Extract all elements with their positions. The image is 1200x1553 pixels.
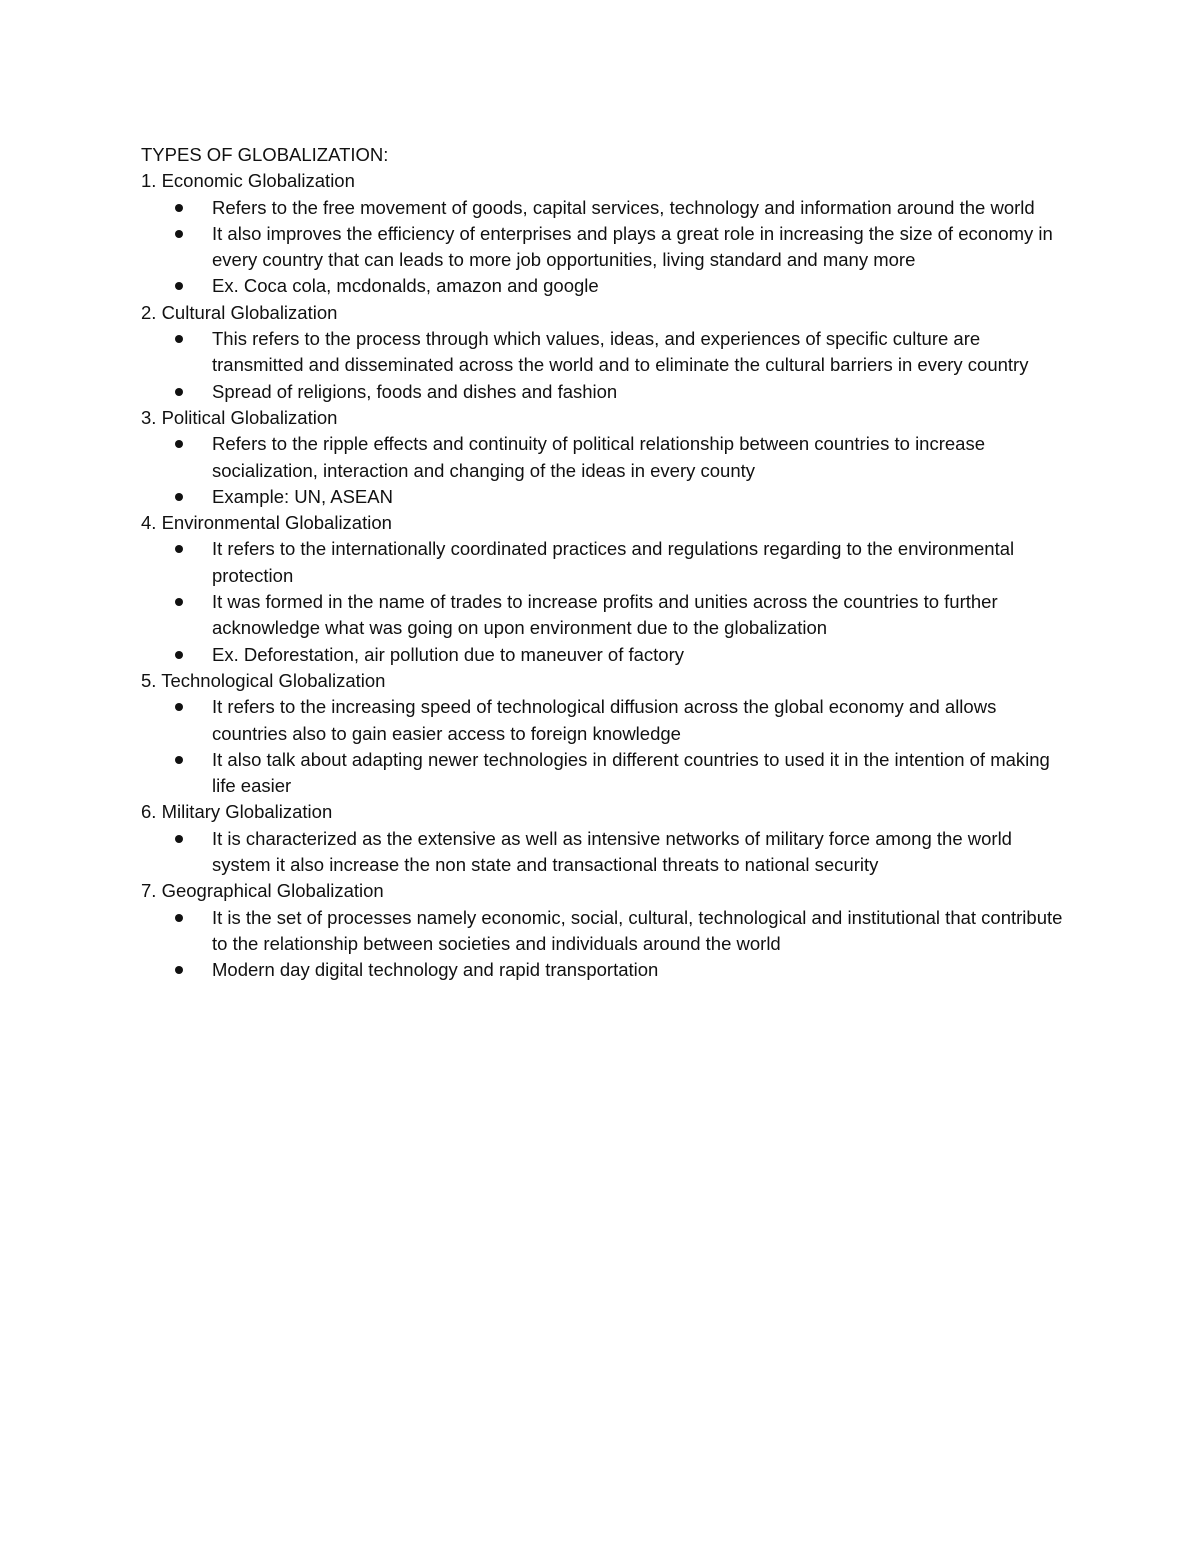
bullet-text: It refers to the internationally coordinated practices and regulations regarding to the environmental protection — [212, 538, 1015, 586]
section-5 — [141, 668, 1066, 799]
bullet-item — [212, 747, 1066, 800]
bullet-dot-icon — [175, 651, 183, 659]
bullet-list — [141, 826, 1066, 879]
bullet-dot-icon — [175, 335, 183, 343]
bullet-item — [212, 484, 1066, 510]
bullet-item — [212, 694, 1066, 747]
bullet-dot-icon — [175, 545, 183, 553]
bullet-item — [212, 326, 1066, 379]
bullet-text: Refers to the ripple effects and continuity of political relationship between countries to increase socialization, interaction and changing of the ideas in every county — [212, 433, 985, 481]
bullet-text: It is the set of processes namely economic, social, cultural, technological and institutional that contribute to the relationship between societies and individuals around the world — [212, 906, 1063, 954]
bullet-text: It also improves the efficiency of enterprises and plays a great role in increasing the size of economy in every country that can leads to more job opportunities, living standard and many more — [212, 222, 1053, 271]
section-heading: 3. Political Globalization — [141, 406, 338, 428]
bullet-dot-icon — [175, 914, 183, 922]
section-6 — [141, 799, 1066, 878]
bullet-list — [141, 195, 1066, 300]
bullet-dot-icon — [175, 703, 183, 711]
section-1 — [141, 168, 1066, 299]
section-heading: 5. Technological Globalization — [141, 669, 386, 691]
bullet-text: This refers to the process through which values, ideas, and experiences of specific culture are transmitted and disseminated across the world and to eliminate the cultural barriers in every country — [212, 328, 1029, 376]
bullet-item — [212, 642, 1066, 668]
bullet-item — [212, 273, 1066, 299]
bullet-dot-icon — [175, 440, 183, 448]
bullet-text: It also talk about adapting newer technologies in different countries to used it in the intention of making life easier — [212, 748, 1050, 797]
bullet-dot-icon — [175, 388, 183, 396]
bullet-list — [141, 431, 1066, 510]
bullet-item — [212, 536, 1066, 589]
document-page — [141, 142, 1066, 984]
bullet-item — [212, 379, 1066, 405]
section-7 — [141, 878, 1066, 983]
section-2 — [141, 300, 1066, 405]
bullet-dot-icon — [175, 230, 183, 238]
bullet-text: Ex. Coca cola, mcdonalds, amazon and google — [212, 275, 599, 297]
section-4 — [141, 510, 1066, 668]
section-heading: 4. Environmental Globalization — [141, 512, 392, 534]
document-title: TYPES OF GLOBALIZATION: — [141, 144, 389, 165]
bullet-item — [212, 905, 1066, 958]
section-heading: 6. Military Globalization — [141, 801, 333, 823]
bullet-item — [212, 589, 1066, 642]
section-heading: 2. Cultural Globalization — [141, 301, 338, 323]
bullet-item — [212, 957, 1066, 983]
bullet-list — [141, 694, 1066, 799]
bullet-text: Refers to the free movement of goods, capital services, technology and information around the world — [212, 196, 1035, 218]
bullet-text: Spread of religions, foods and dishes and fashion — [212, 380, 618, 402]
bullet-text: Example: UN, ASEAN — [212, 485, 393, 507]
bullet-list — [141, 326, 1066, 405]
bullet-item — [212, 826, 1066, 879]
section-heading: 7. Geographical Globalization — [141, 880, 384, 902]
bullet-text: It is characterized as the extensive as well as intensive networks of military force among the world system it also increase the non state and transactional threats to national security — [212, 827, 1012, 876]
bullet-text: Modern day digital technology and rapid transportation — [212, 959, 659, 981]
bullet-dot-icon — [175, 835, 183, 843]
bullet-dot-icon — [175, 598, 183, 606]
bullet-dot-icon — [175, 282, 183, 290]
bullet-text: Ex. Deforestation, air pollution due to maneuver of factory — [212, 643, 685, 665]
bullet-text: It was formed in the name of trades to increase profits and unities across the countries to further acknowledge what was going on upon environment due to the globalization — [212, 591, 998, 639]
bullet-dot-icon — [175, 966, 183, 974]
bullet-list — [141, 905, 1066, 984]
bullet-dot-icon — [175, 204, 183, 212]
bullet-item — [212, 431, 1066, 484]
bullet-list — [141, 536, 1066, 667]
section-3 — [141, 405, 1066, 510]
bullet-dot-icon — [175, 493, 183, 501]
bullet-item — [212, 221, 1066, 274]
bullet-text: It refers to the increasing speed of technological diffusion across the global economy and allows countries also to gain easier access to foreign knowledge — [212, 696, 997, 744]
bullet-dot-icon — [175, 756, 183, 764]
section-heading: 1. Economic Globalization — [141, 170, 355, 192]
sections-container — [141, 168, 1066, 983]
bullet-item — [212, 195, 1066, 221]
